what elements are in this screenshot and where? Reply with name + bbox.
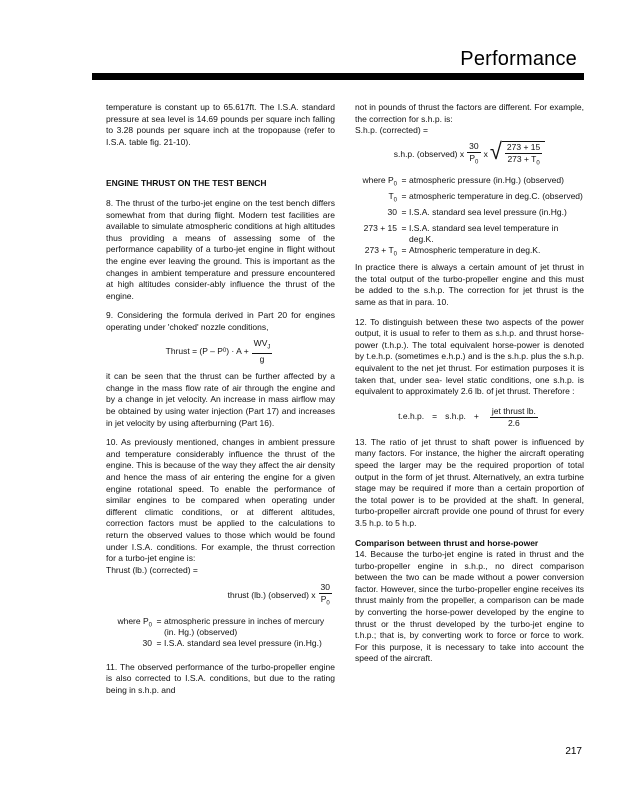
thrust-correction-num: 30 xyxy=(320,582,330,593)
shp-temperature-den: 273 + T xyxy=(507,153,537,164)
thrust-fraction-num-sub: J xyxy=(267,344,271,351)
square-root xyxy=(489,137,545,170)
where-symbol: where P xyxy=(362,175,394,186)
section-heading-comparison: Comparison between thrust and horse-power xyxy=(355,537,539,548)
where-symbol-sub: 0 xyxy=(393,182,397,189)
thrust-formula xyxy=(106,338,335,366)
where-row: 273 + 15 = I.S.A. standard sea level temperature in deg.K. xyxy=(355,223,584,245)
header-rule xyxy=(92,73,584,80)
thrust-formula-lhs-sub: 0 xyxy=(222,347,227,354)
shp-formula-lhs: s.h.p. (observed) x xyxy=(393,149,465,160)
thrust-fraction-den: g xyxy=(259,354,265,365)
where-symbol-sub: 0 xyxy=(393,251,397,258)
paragraph-13: 13. The ratio of jet thrust to shaft power is influenced by many factors. For instance, the higher the aircraft operating speed the larger may be the required proportion of total output in the form of jet thrust. Alternatively, an extra turbine stage may be required if more than a certain proportion of the total power is to be provided at the shaft. In general, turbo-propeller aircraft provide one pound of thrust for every 3.5 h.p. to 5 h.p. xyxy=(355,436,584,528)
where-symbol-sub: 0 xyxy=(148,622,152,629)
thrust-formula-mid: ) · A + xyxy=(226,345,249,356)
where-symbol: 30 xyxy=(142,637,152,648)
thrust-correction-den-sub: 0 xyxy=(326,600,330,607)
shp-formula xyxy=(355,137,584,170)
left-where-table xyxy=(106,616,335,654)
section-heading-test-bench: ENGINE THRUST ON THE TEST BENCH xyxy=(106,178,267,189)
thrust-formula-lhs: Thrust = (P – P xyxy=(165,345,223,356)
tehp-formula-shp: s.h.p. xyxy=(445,411,466,422)
thrust-correction-fraction xyxy=(319,582,332,610)
tehp-formula-plus: + xyxy=(473,411,479,422)
where-text: atmospheric pressure in inches of mercury (in. Hg.) (observed) xyxy=(164,615,325,637)
right-where-table xyxy=(355,175,584,260)
where-symbol: 273 + 15 xyxy=(363,222,397,233)
where-text: I.S.A. standard sea level temperature in deg.K. xyxy=(409,222,559,244)
tehp-fraction-den: 2.6 xyxy=(507,417,520,428)
paragraph-9: 9. Considering the formula derived in Part 20 for engines operating under 'choked' nozzle conditions, xyxy=(106,310,335,332)
shp-temperature-fraction xyxy=(505,142,542,170)
paragraph-14: 14. Because the turbo-jet engine is rated in thrust and the turbo-propeller engine in s.h.p., no direct comparison between the two can be made without a power conversion factor. However, since the turbo-propeller engine receives its thrust mainly from the propeller, a comparison can be made by converting the horse-power developed by the engine to thrust or the thrust developed by the turbo-jet engine to t.h.p.; that is, by converting work to force or force to work. For this purpose, it is necessary to take into account the speed of the aircraft. xyxy=(355,549,584,664)
thrust-fraction-num: WV xyxy=(253,337,268,348)
shp-formula-times: x xyxy=(483,149,488,160)
radical-sign: √ xyxy=(489,137,502,165)
tehp-formula xyxy=(355,406,584,429)
where-row: $T_0$ = atmospheric temperature in deg.C. (observed) xyxy=(355,191,584,207)
thrust-correction-lhs: thrust (lb.) (observed) x xyxy=(227,590,316,601)
where-row: where $P_0$ = atmospheric pressure in inches of mercury (in. Hg.) (observed) xyxy=(106,616,335,638)
where-text: atmospheric pressure (in.Hg.) (observed) xyxy=(409,175,564,186)
thrust-corrected-label: Thrust (lb.) (corrected) = xyxy=(106,564,198,575)
shp-pressure-num: 30 xyxy=(469,141,479,152)
thrust-correction-den: P xyxy=(320,594,327,605)
shp-pressure-fraction xyxy=(467,141,480,169)
where-symbol-sub: 0 xyxy=(393,197,397,204)
shp-pressure-den-sub: 0 xyxy=(475,159,479,166)
paragraph-12: 12. To distinguish between these two aspects of the power output, it is usual to refer to them as s.h.p. and thrust horse-power (t.h.p.). The total equivalent horse-power is denoted by t.e.h.p. (sometimes e.h.p.) and is the s.h.p. plus the s.h.p. equivalent to the net jet thrust. For estimation purposes it is taken that, under sea- level static conditions, one s.h.p. is equivalent to approximately 2.6 lb. of jet thrust. Therefore : xyxy=(355,316,584,397)
where-symbol: where P xyxy=(117,615,149,626)
where-row: $273 + T_0$ = Atmospheric temperature in deg.K. xyxy=(355,245,584,261)
page-title: Performance xyxy=(460,48,577,70)
where-text: I.S.A. standard sea level pressure (in.Hg.) xyxy=(409,206,567,217)
where-row: 30 = I.S.A. standard sea level pressure (in.Hg.) xyxy=(106,638,335,654)
shp-temperature-num: 273 + 15 xyxy=(506,141,541,152)
paragraph-10: 10. As previously mentioned, changes in ambient pressure and temperature considerably influence the thrust of the engine. This is because of the way they affect the air density and hence the mass of air entering the engine for a given engine rotational speed. To enable the performance of similar engines to be compared when operating under different climatic conditions, or at different altitudes, correction factors must be applied to the calculations to return the observed values to those which would be found under I.S.A. conditions. For example, the thrust correction for a turbo-jet engine is: xyxy=(106,437,335,564)
paragraph-8: 8. The thrust of the turbo-jet engine on the test bench differs somewhat from that during flight. Modern test facilities are available to simulate atmospheric conditions at high altitudes thus providing a means of assessing some of the performance capability of a turbo-jet engine in flight without the engine ever leaving the ground. This is important as the changes in ambient temperature and pressure encountered at high altitudes consider-ably influence the thrust of the engine. xyxy=(106,197,335,301)
page-number: 217 xyxy=(565,746,582,757)
where-text: I.S.A. standard sea level pressure (in.Hg.) xyxy=(164,637,322,648)
tehp-formula-eq: = xyxy=(432,411,438,422)
left-column xyxy=(106,102,335,704)
shp-pressure-den: P xyxy=(469,153,476,164)
tehp-formula-lhs: t.e.h.p. xyxy=(398,411,425,422)
shp-corrected-label: S.h.p. (corrected) = xyxy=(355,125,428,136)
thrust-fraction xyxy=(252,338,273,366)
shp-temperature-den-sub: 0 xyxy=(536,160,540,167)
paragraph-11: 11. The observed performance of the turbo-propeller engine is also corrected to I.S.A. conditions, but due to the rating being in s.h.p. and xyxy=(106,661,335,695)
where-symbol: 30 xyxy=(387,206,397,217)
paragraph-continued: not in pounds of thrust the factors are different. For example, the correction for s.h.p. is: xyxy=(355,102,584,124)
thrust-correction-formula xyxy=(106,582,335,610)
where-row: where $P_0$ = atmospheric pressure (in.Hg.) (observed) xyxy=(355,175,584,191)
where-text: atmospheric temperature in deg.C. (observed) xyxy=(409,191,583,202)
paragraph-9b: it can be seen that the thrust can be further affected by a change in the mass flow rate of air through the engine and by a change in jet velocity. An increase in mass airflow may be obtained by using water injection (Part 17) and increases in jet velocity by using afterburning (Part 16). xyxy=(106,371,335,428)
where-symbol: T xyxy=(388,191,394,202)
paragraph-intro: temperature is constant up to 65.617ft. The I.S.A. standard pressure at sea level is 14.69 pounds per square inch falling to 3.28 pounds per square inch at the tropopause (refer to I.S.A. table fig. 21-10). xyxy=(106,102,335,147)
right-column xyxy=(355,102,584,673)
paragraph-practice: In practice there is always a certain amount of jet thrust in the total output of the turbo-propeller engine and this must be added to the s.h.p. The correction for jet thrust is the same as that in para. 10. xyxy=(355,262,584,307)
where-symbol: 273 + T xyxy=(364,244,394,255)
where-text: Atmospheric temperature in deg.K. xyxy=(409,244,541,255)
tehp-fraction-num: jet thrust lb. xyxy=(491,405,536,416)
where-row: 30 = I.S.A. standard sea level pressure (in.Hg.) xyxy=(355,207,584,223)
tehp-fraction xyxy=(490,406,538,429)
